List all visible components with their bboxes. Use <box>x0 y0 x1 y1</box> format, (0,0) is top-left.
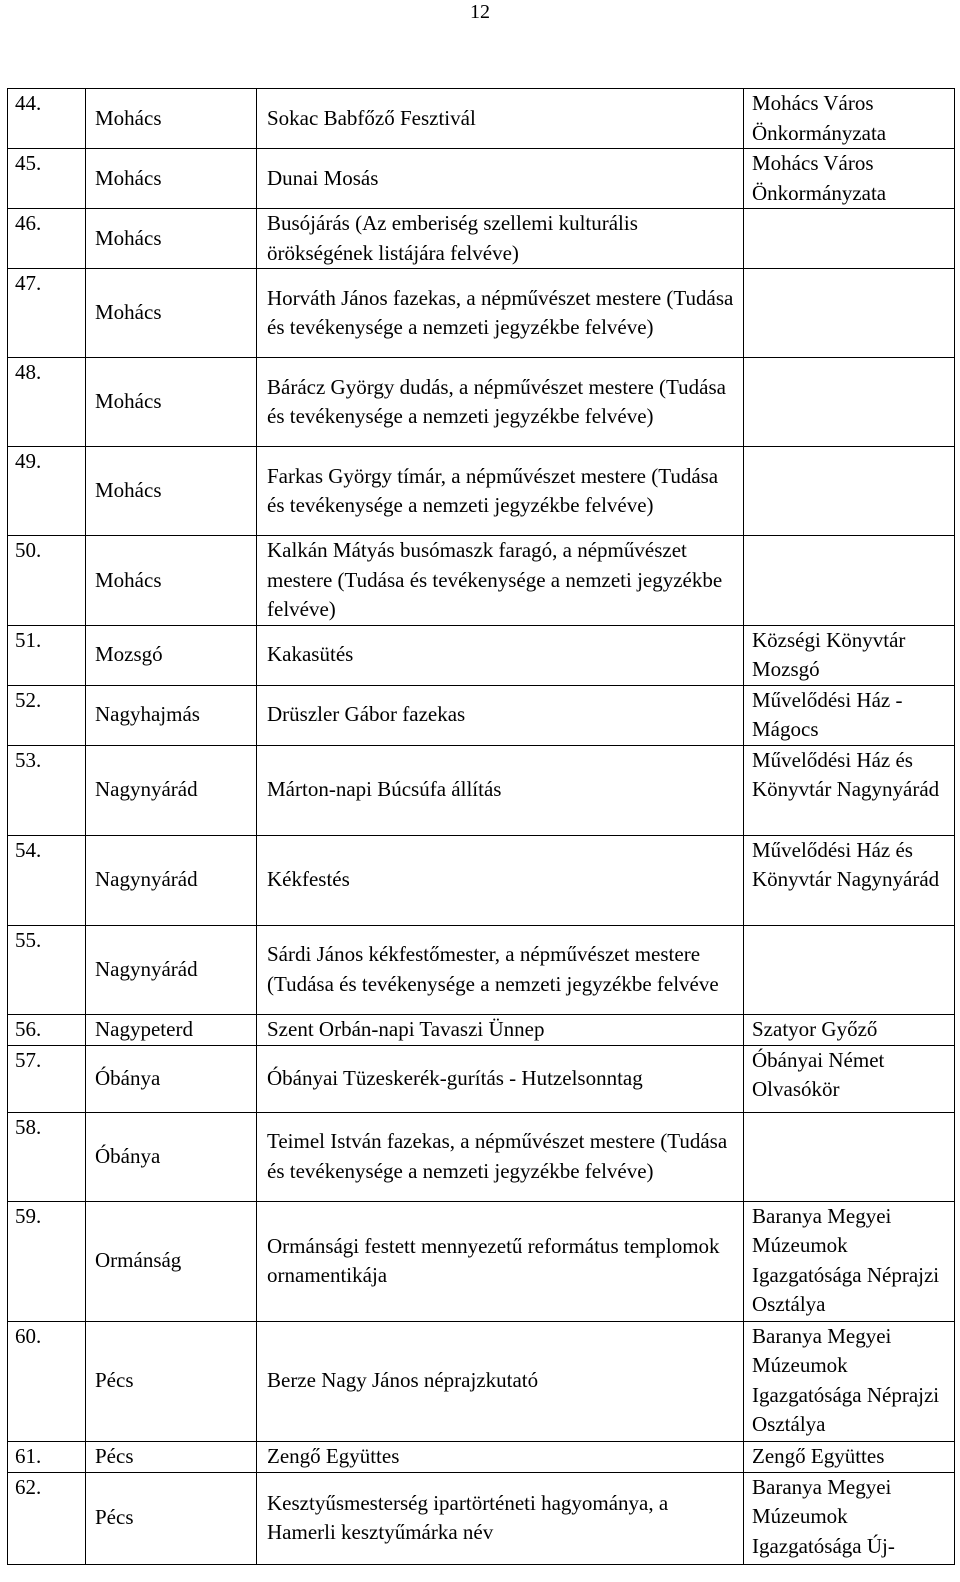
settlement-cell: Mohács <box>86 536 257 626</box>
organization-cell: Mohács Város Önkormányzata <box>744 149 955 209</box>
table-row <box>8 1441 955 1472</box>
organization-cell <box>744 209 955 269</box>
row-number: 49. <box>8 447 86 536</box>
organization-cell: Községi Könyvtár Mozsgó <box>744 625 955 685</box>
item-title-cell: Márton-napi Búcsúfa állítás <box>257 745 744 835</box>
table-row <box>8 358 955 447</box>
row-number: 44. <box>8 89 86 149</box>
item-title-cell: Kalkán Mátyás busómaszk faragó, a népművészet mestere (Tudása és tevékenysége a nemzeti jegyzékbe felvéve) <box>257 536 744 626</box>
row-number: 50. <box>8 536 86 626</box>
item-title-cell: Sárdi János kékfestőmester, a népművészet mestere (Tudása és tevékenysége a nemzeti jegyzékbe felvéve <box>257 925 744 1014</box>
table-row <box>8 447 955 536</box>
organization-cell: Zengő Együttes <box>744 1441 955 1472</box>
table-row <box>8 835 955 925</box>
organization-cell: Művelődési Ház - Mágocs <box>744 685 955 745</box>
row-number: 47. <box>8 269 86 358</box>
settlement-cell: Nagynyárád <box>86 745 257 835</box>
table-row <box>8 269 955 358</box>
item-title-cell: Teimel István fazekas, a népművészet mestere (Tudása és tevékenysége a nemzeti jegyzékbe felvéve) <box>257 1112 744 1201</box>
table-row <box>8 1045 955 1112</box>
row-number: 59. <box>8 1201 86 1321</box>
settlement-cell: Mozsgó <box>86 625 257 685</box>
organization-cell: Baranya Megyei Múzeumok Igazgatósága Új- <box>744 1472 955 1564</box>
item-title-cell: Bárácz György dudás, a népművészet mestere (Tudása és tevékenysége a nemzeti jegyzékbe felvéve) <box>257 358 744 447</box>
table-row <box>8 1201 955 1321</box>
table-row <box>8 1472 955 1564</box>
table-row <box>8 1112 955 1201</box>
table-row <box>8 685 955 745</box>
item-title-cell: Ormánsági festett mennyezetű református templomok ornamentikája <box>257 1201 744 1321</box>
item-title-cell: Szent Orbán-napi Tavaszi Ünnep <box>257 1014 744 1045</box>
item-title-cell: Sokac Babfőző Fesztivál <box>257 89 744 149</box>
row-number: 53. <box>8 745 86 835</box>
settlement-cell: Ormánság <box>86 1201 257 1321</box>
organization-cell: Óbányai Német Olvasókör <box>744 1045 955 1112</box>
organization-cell: Művelődési Ház és Könyvtár Nagynyárád <box>744 835 955 925</box>
settlement-cell: Nagypeterd <box>86 1014 257 1045</box>
item-title-cell: Kékfestés <box>257 835 744 925</box>
settlement-cell: Mohács <box>86 358 257 447</box>
row-number: 60. <box>8 1321 86 1441</box>
organization-cell <box>744 536 955 626</box>
settlement-cell: Mohács <box>86 149 257 209</box>
table-row <box>8 1321 955 1441</box>
settlement-cell: Nagyhajmás <box>86 685 257 745</box>
item-title-cell: Horváth János fazekas, a népművészet mestere (Tudása és tevékenysége a nemzeti jegyzékbe felvéve) <box>257 269 744 358</box>
organization-cell: Szatyor Győző <box>744 1014 955 1045</box>
item-title-cell: Berze Nagy János néprajzkutató <box>257 1321 744 1441</box>
item-title-cell: Farkas György tímár, a népművészet mestere (Tudása és tevékenysége a nemzeti jegyzékbe felvéve) <box>257 447 744 536</box>
settlement-cell: Óbánya <box>86 1045 257 1112</box>
settlement-cell: Mohács <box>86 269 257 358</box>
item-title-cell: Dunai Mosás <box>257 149 744 209</box>
table-row <box>8 925 955 1014</box>
organization-cell <box>744 925 955 1014</box>
table-row <box>8 625 955 685</box>
row-number: 51. <box>8 625 86 685</box>
item-title-cell: Óbányai Tüzeskerék-gurítás - Hutzelsonntag <box>257 1045 744 1112</box>
item-title-cell: Drüszler Gábor fazekas <box>257 685 744 745</box>
table-row <box>8 209 955 269</box>
row-number: 61. <box>8 1441 86 1472</box>
organization-cell <box>744 447 955 536</box>
item-title-cell: Kesztyűsmesterség ipartörténeti hagyománya, a Hamerli kesztyűmárka név <box>257 1472 744 1564</box>
settlement-cell: Mohács <box>86 447 257 536</box>
organization-cell <box>744 358 955 447</box>
settlement-cell: Nagynyárád <box>86 925 257 1014</box>
table-row <box>8 536 955 626</box>
settlement-cell: Mohács <box>86 89 257 149</box>
row-number: 48. <box>8 358 86 447</box>
organization-cell <box>744 1112 955 1201</box>
table-row <box>8 1014 955 1045</box>
page-number: 12 <box>470 1 490 23</box>
row-number: 45. <box>8 149 86 209</box>
heritage-table <box>7 88 955 1565</box>
row-number: 58. <box>8 1112 86 1201</box>
settlement-cell: Mohács <box>86 209 257 269</box>
row-number: 54. <box>8 835 86 925</box>
table-row <box>8 745 955 835</box>
settlement-cell: Pécs <box>86 1441 257 1472</box>
row-number: 57. <box>8 1045 86 1112</box>
row-number: 52. <box>8 685 86 745</box>
settlement-cell: Óbánya <box>86 1112 257 1201</box>
organization-cell: Baranya Megyei Múzeumok Igazgatósága Néprajzi Osztálya <box>744 1201 955 1321</box>
item-title-cell: Zengő Együttes <box>257 1441 744 1472</box>
item-title-cell: Busójárás (Az emberiség szellemi kulturális örökségének listájára felvéve) <box>257 209 744 269</box>
organization-cell: Baranya Megyei Múzeumok Igazgatósága Néprajzi Osztálya <box>744 1321 955 1441</box>
item-title-cell: Kakasütés <box>257 625 744 685</box>
row-number: 62. <box>8 1472 86 1564</box>
organization-cell <box>744 269 955 358</box>
table-row <box>8 89 955 149</box>
settlement-cell: Nagynyárád <box>86 835 257 925</box>
row-number: 55. <box>8 925 86 1014</box>
row-number: 56. <box>8 1014 86 1045</box>
settlement-cell: Pécs <box>86 1472 257 1564</box>
settlement-cell: Pécs <box>86 1321 257 1441</box>
organization-cell: Mohács Város Önkormányzata <box>744 89 955 149</box>
organization-cell: Művelődési Ház és Könyvtár Nagynyárád <box>744 745 955 835</box>
table-row <box>8 149 955 209</box>
row-number: 46. <box>8 209 86 269</box>
